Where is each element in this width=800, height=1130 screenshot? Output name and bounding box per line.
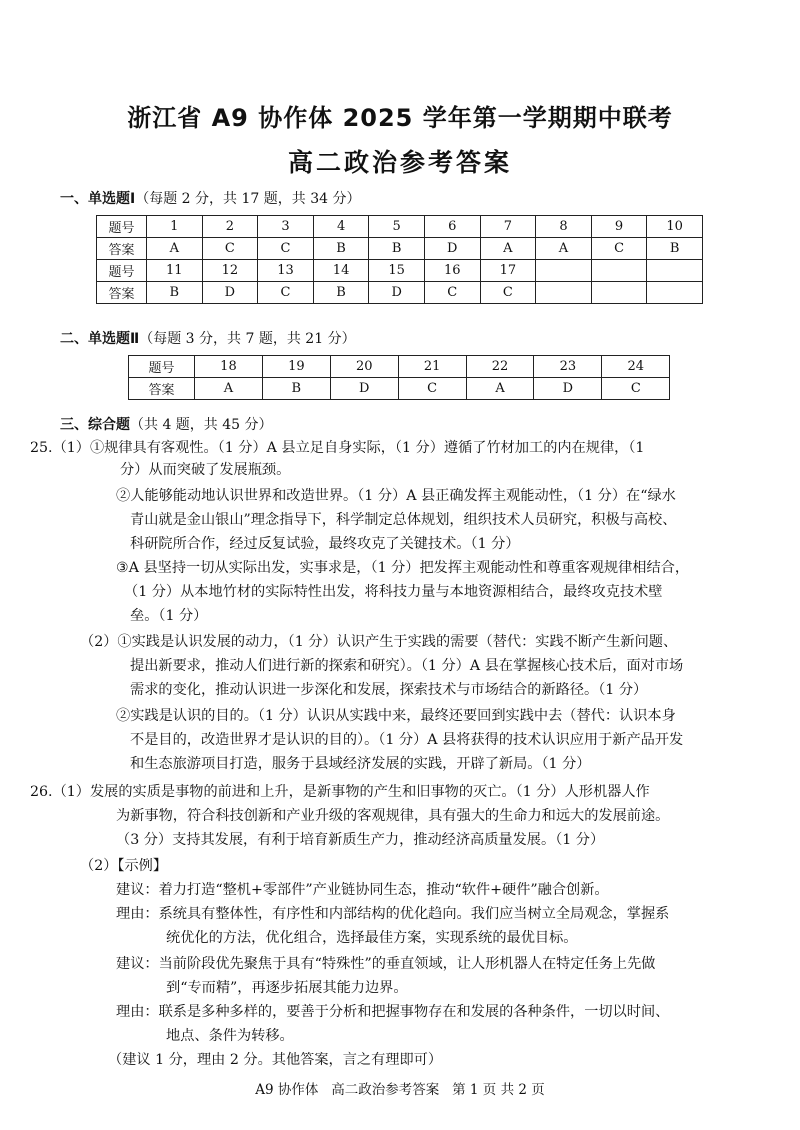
table-row xyxy=(97,260,703,282)
table-cell: C xyxy=(258,282,314,304)
table-cell: C xyxy=(602,378,670,400)
section-1-heading xyxy=(60,188,360,208)
section-3-heading xyxy=(60,414,273,434)
answer-line: 和生态旅游项目打造，服务于县域经济发展的实践，开辟了新局。（1 分） xyxy=(130,756,591,772)
answer-line: 分）从而突破了发展瓶颈。 xyxy=(120,462,291,478)
table-cell: 题号 xyxy=(129,356,195,378)
table-cell: 题号 xyxy=(97,216,147,238)
answer-line: 提出新要求，推动人们进行新的探索和研究）。（1 分）A 县在掌握核心技术后，面对市场 xyxy=(130,658,684,674)
table-cell: 1 xyxy=(147,216,203,238)
table-cell: 18 xyxy=(195,356,263,378)
table-cell: 20 xyxy=(330,356,398,378)
table-cell: B xyxy=(369,238,425,260)
table-cell: 12 xyxy=(202,260,258,282)
table-cell: B xyxy=(313,282,369,304)
answer-table-1 xyxy=(96,215,703,304)
answer-line: 青山就是金山银山”理念指导下，科学制定总体规划，组织技术人员研究，积极与高校、 xyxy=(130,512,677,528)
section-2-heading xyxy=(60,328,356,348)
table-cell: B xyxy=(147,282,203,304)
table-cell: A xyxy=(466,378,534,400)
table-cell: 8 xyxy=(536,216,592,238)
table-cell: 23 xyxy=(534,356,602,378)
table-cell: 2 xyxy=(202,216,258,238)
answer-line: 25.（1）①规律具有客观性。（1 分）A 县立足自身实际，（1 分）遵循了竹材加工的内在规律，（1 xyxy=(30,440,645,456)
answer-line: ③A 县坚持一切从实际出发，实事求是，（1 分）把发挥主观能动性和尊重客观规律相结合， xyxy=(116,560,690,576)
answer-line: 需求的变化，推动认识进一步深化和发展，探索技术与市场结合的新路径。（1 分） xyxy=(130,682,648,698)
table-cell: 6 xyxy=(424,216,480,238)
table-cell: 题号 xyxy=(97,260,147,282)
answer-table-2 xyxy=(128,355,670,400)
table-row xyxy=(97,282,703,304)
answer-line: （建议 1 分，理由 2 分。其他答案，言之有理即可） xyxy=(108,1052,443,1068)
section-3-note: （共 4 题，共 45 分） xyxy=(130,417,273,433)
answer-line: 垒。（1 分） xyxy=(130,608,208,624)
table-cell: 3 xyxy=(258,216,314,238)
table-cell: 4 xyxy=(313,216,369,238)
section-2-title: 二、单选题Ⅱ xyxy=(60,331,140,347)
table-cell: D xyxy=(202,282,258,304)
answer-line: （1 分）从本地竹材的实际特性出发，将科技力量与本地资源相结合，最终攻克技术壁 xyxy=(124,584,663,600)
table-cell: 答案 xyxy=(97,238,147,260)
table-cell xyxy=(536,282,592,304)
answer-line: ②人能够能动地认识世界和改造世界。（1 分）A 县正确发挥主观能动性，（1 分）在“绿水 xyxy=(116,488,676,504)
table-cell: D xyxy=(369,282,425,304)
table-cell: 答案 xyxy=(129,378,195,400)
answer-line: 统优化的方法，优化组合，选择最佳方案，实现系统的最优目标。 xyxy=(166,930,578,946)
table-cell: A xyxy=(480,238,536,260)
table-cell: C xyxy=(480,282,536,304)
page-footer: A9 协作体 高二政治参考答案 第 1 页 共 2 页 xyxy=(255,1082,545,1098)
table-cell xyxy=(591,260,647,282)
answer-line: 为新事物，符合科技创新和产业升级的客观规律，具有强大的生命力和远大的发展前途。 xyxy=(116,808,670,824)
table-cell: B xyxy=(262,378,330,400)
table-cell xyxy=(647,260,703,282)
section-2-note: （每题 3 分，共 7 题，共 21 分） xyxy=(139,331,356,347)
table-cell: A xyxy=(195,378,263,400)
table-cell: 24 xyxy=(602,356,670,378)
answer-line: 建议：当前阶段优先聚焦于具有“特殊性”的垂直领域，让人形机器人在特定任务上先做 xyxy=(116,956,656,972)
table-cell: 22 xyxy=(466,356,534,378)
table-cell: 15 xyxy=(369,260,425,282)
table-cell: D xyxy=(534,378,602,400)
answer-line: 建议：着力打造“整机+零部件”产业链协同生态，推动“软件+硬件”融合创新。 xyxy=(116,882,609,898)
answer-line: 理由：联系是多种多样的，要善于分析和把握事物存在和发展的各种条件，一切以时间、 xyxy=(116,1004,670,1020)
table-cell: C xyxy=(258,238,314,260)
table-cell: 17 xyxy=(480,260,536,282)
table-cell: 19 xyxy=(262,356,330,378)
table-cell: D xyxy=(330,378,398,400)
table-cell xyxy=(647,282,703,304)
table-cell: B xyxy=(313,238,369,260)
document-title: 高二政治参考答案 xyxy=(287,148,512,177)
table-cell: A xyxy=(147,238,203,260)
table-row xyxy=(97,216,703,238)
table-cell: 7 xyxy=(480,216,536,238)
table-cell: 11 xyxy=(147,260,203,282)
table-cell: 14 xyxy=(313,260,369,282)
table-cell: 13 xyxy=(258,260,314,282)
section-1-note: （每题 2 分，共 17 题，共 34 分） xyxy=(135,191,361,207)
table-row xyxy=(129,378,670,400)
section-3-title: 三、综合题 xyxy=(60,417,130,433)
table-row xyxy=(129,356,670,378)
table-cell: C xyxy=(424,282,480,304)
exam-title: 浙江省 A9 协作体 2025 学年第一学期期中联考 xyxy=(127,104,673,132)
table-cell: 答案 xyxy=(97,282,147,304)
answer-line: （2）①实践是认识发展的动力，（1 分）认识产生于实践的需要（替代：实践不断产生新问题、 xyxy=(80,634,678,650)
table-cell: 16 xyxy=(424,260,480,282)
table-cell: 9 xyxy=(591,216,647,238)
section-1-title: 一、单选题Ⅰ xyxy=(60,191,136,207)
table-cell: 5 xyxy=(369,216,425,238)
answer-line: ②实践是认识的目的。（1 分）认识从实践中来，最终还要回到实践中去（替代：认识本身 xyxy=(116,708,676,724)
table-cell: B xyxy=(647,238,703,260)
answer-line: 地点、条件为转移。 xyxy=(166,1028,294,1044)
table-cell: 10 xyxy=(647,216,703,238)
answer-line: 26.（1）发展的实质是事物的前进和上升，是新事物的产生和旧事物的灭亡。（1 分）人形机器人作 xyxy=(30,784,650,800)
table-row xyxy=(97,238,703,260)
table-cell: D xyxy=(424,238,480,260)
table-cell: 21 xyxy=(398,356,466,378)
answer-line: 不是目的，改造世界才是认识的目的）。（1 分）A 县将获得的技术认识应用于新产品开发 xyxy=(130,732,684,748)
answer-line: （2）【示例】 xyxy=(80,858,168,874)
table-cell: C xyxy=(398,378,466,400)
answer-line: （3 分）支持其发展，有利于培育新质生产力，推动经济高质量发展。（1 分） xyxy=(116,832,605,848)
table-cell: C xyxy=(202,238,258,260)
table-cell xyxy=(536,260,592,282)
table-cell xyxy=(591,282,647,304)
answer-line: 科研院所合作，经过反复试验，最终攻克了关键技术。（1 分） xyxy=(130,536,520,552)
table-cell: A xyxy=(536,238,592,260)
answer-line: 到“专而精”，再逐步拓展其能力边界。 xyxy=(166,980,408,996)
answer-line: 理由：系统具有整体性，有序性和内部结构的优化趋向。我们应当树立全局观念，掌握系 xyxy=(116,906,670,922)
table-cell: C xyxy=(591,238,647,260)
